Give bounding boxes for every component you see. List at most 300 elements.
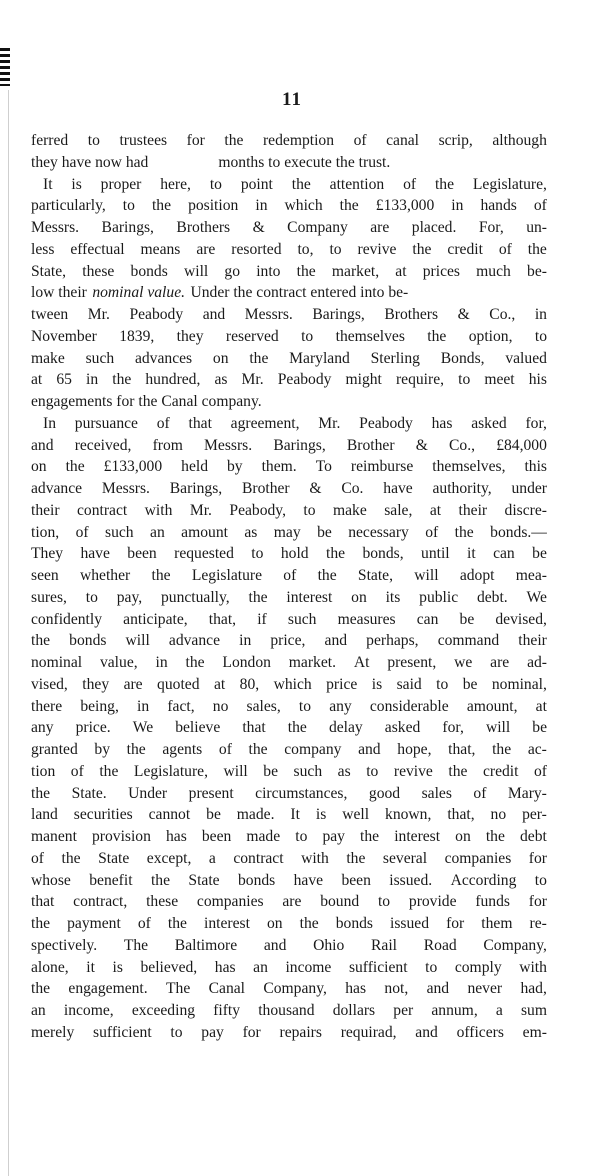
line-text — [31, 326, 547, 348]
text-line — [31, 848, 547, 870]
word: issued. — [389, 871, 433, 889]
word: the — [448, 762, 468, 780]
line-text — [31, 543, 547, 565]
word: them. — [261, 458, 297, 476]
word: Company, — [483, 936, 547, 954]
text-line — [31, 1000, 547, 1022]
word: that — [188, 414, 212, 432]
word: the — [224, 132, 244, 149]
word: is — [371, 675, 383, 693]
word: and — [202, 306, 226, 323]
word: companies — [196, 893, 264, 911]
line-text — [31, 217, 547, 239]
word: on — [31, 458, 47, 476]
word: be — [459, 610, 475, 628]
word: of — [75, 523, 89, 541]
word: never — [467, 980, 503, 998]
word: bonds, — [362, 545, 404, 563]
word: Mary- — [507, 784, 547, 802]
word: his — [528, 371, 547, 389]
word: less — [31, 240, 55, 258]
word: tween — [31, 306, 69, 323]
word: company — [284, 741, 342, 758]
word: manent — [31, 828, 77, 845]
word: sale, — [384, 501, 413, 519]
word: redemption — [262, 132, 335, 149]
text-line — [31, 739, 547, 761]
line-text — [31, 261, 547, 283]
line-text — [31, 195, 547, 217]
word: present — [188, 784, 234, 802]
word: price — [326, 675, 358, 693]
word: provision — [91, 828, 151, 845]
word: has — [345, 980, 367, 998]
line-text — [31, 978, 547, 1000]
word: Messrs. — [204, 436, 253, 454]
word: is — [315, 806, 327, 824]
word: of — [498, 240, 512, 258]
word: no — [212, 697, 229, 715]
word: Canal — [208, 980, 245, 998]
word: the — [248, 588, 268, 606]
word: to — [329, 240, 342, 258]
word: to — [301, 327, 314, 345]
word: at — [429, 501, 442, 519]
word: on — [351, 588, 367, 606]
text-line — [31, 1022, 547, 1044]
word: interest — [204, 915, 250, 932]
line-text — [31, 804, 547, 826]
word: are — [282, 893, 302, 911]
word: may — [273, 523, 301, 541]
word: such — [105, 523, 134, 541]
word: the — [150, 871, 170, 889]
word: granted — [31, 741, 78, 758]
word: made — [246, 828, 281, 845]
word: they — [176, 327, 204, 345]
word: to — [377, 893, 391, 911]
word: by — [227, 458, 243, 476]
word: agents — [162, 741, 203, 758]
word: of — [473, 784, 487, 802]
word: here, — [160, 175, 191, 193]
italic-phrase: nominal value. — [92, 284, 186, 302]
word: in — [137, 697, 150, 715]
word: with — [301, 849, 329, 867]
word: whose — [31, 871, 71, 889]
word: Peabody — [129, 306, 184, 323]
word: bonds — [335, 915, 373, 932]
word: Co., — [449, 436, 476, 454]
word: in — [451, 197, 464, 215]
word: these — [82, 262, 115, 280]
text-line — [31, 543, 547, 565]
line-text — [31, 609, 547, 631]
word: ferred — [31, 132, 69, 149]
word: except, — [146, 849, 192, 867]
word: hands — [480, 197, 517, 215]
word: the — [360, 828, 380, 845]
word: State — [188, 871, 220, 889]
word: Co., — [489, 306, 516, 323]
word: the — [454, 523, 474, 541]
word: Road — [423, 936, 457, 954]
word: In — [43, 414, 56, 432]
word: by — [94, 741, 111, 758]
word: authority, — [432, 480, 492, 497]
word: them — [481, 915, 513, 932]
text-line — [31, 957, 547, 979]
text-line — [31, 304, 547, 326]
word: have — [383, 480, 413, 497]
word: be — [462, 675, 478, 693]
word: of — [31, 849, 44, 867]
word: Sterling — [370, 349, 420, 367]
word: been — [127, 545, 157, 563]
text-line — [31, 587, 547, 609]
word: of — [218, 741, 232, 758]
word: for, — [442, 719, 464, 737]
word: such — [293, 762, 323, 780]
text-line — [31, 326, 547, 348]
text-line — [31, 674, 547, 696]
word: asked — [384, 719, 421, 737]
word: present, — [387, 654, 437, 671]
word: market. — [288, 654, 336, 671]
word: its — [385, 588, 401, 606]
word: amount, — [466, 697, 518, 715]
word: placed. — [411, 219, 457, 236]
word: Bonds, — [440, 349, 485, 367]
word: much — [476, 262, 511, 280]
word: if — [257, 610, 267, 628]
word: has — [165, 828, 187, 845]
scan-margin-line — [8, 90, 9, 1176]
word: benefit — [89, 871, 133, 889]
word: on — [212, 349, 229, 367]
line-text — [31, 935, 547, 957]
word: to — [436, 675, 449, 693]
text-line — [31, 870, 547, 892]
word: officers — [456, 1023, 504, 1041]
word: reimburse — [350, 458, 414, 476]
word: Brother — [241, 480, 290, 497]
word: believed, — [140, 958, 198, 976]
word: vised, — [31, 675, 68, 693]
word: engagement. — [68, 980, 148, 998]
word: several — [382, 849, 428, 867]
word: of — [534, 762, 547, 780]
word: at — [395, 262, 407, 280]
word: nominal, — [491, 675, 547, 693]
text-line — [31, 261, 547, 283]
word: contract — [233, 849, 284, 867]
line-text — [31, 761, 547, 783]
line-text — [31, 522, 547, 544]
word: has — [431, 414, 453, 432]
word: for, — [525, 414, 547, 432]
word: Barings, — [169, 480, 223, 497]
word: advance — [31, 480, 83, 497]
word: cannot — [148, 806, 191, 824]
word: Mr. — [87, 306, 110, 323]
word: been — [201, 828, 232, 845]
text-line — [31, 174, 547, 196]
word: and — [358, 741, 381, 758]
word: pursuance — [74, 414, 138, 432]
text-line — [31, 435, 547, 457]
word: this — [524, 458, 547, 476]
word: proper — [100, 175, 142, 193]
word: sufficient — [348, 958, 408, 976]
line-text-after: months to execute the trust. — [218, 153, 391, 171]
word: land — [31, 806, 58, 824]
word: Baltimore — [174, 936, 238, 954]
word: hope, — [397, 741, 432, 758]
word: we — [454, 654, 473, 671]
word: as — [244, 523, 258, 541]
word: for — [186, 132, 205, 149]
text-line — [31, 413, 547, 435]
word: £133,000 — [375, 197, 435, 215]
word: November — [31, 327, 97, 345]
word: that — [242, 719, 266, 737]
word: it — [467, 545, 476, 563]
word: We — [132, 719, 154, 737]
line-text — [31, 652, 547, 674]
word: held — [181, 458, 208, 476]
word: & — [415, 436, 428, 454]
word: fifty — [213, 1002, 241, 1019]
word: for — [528, 893, 547, 911]
word: on — [455, 828, 471, 845]
word: sales — [421, 784, 452, 802]
word: Messrs. — [244, 306, 293, 323]
word: market, — [331, 262, 380, 280]
line-text — [31, 1022, 547, 1044]
word: under — [511, 480, 547, 497]
word: 80, — [239, 675, 260, 693]
word: resorted — [231, 240, 282, 258]
word: Maryland — [289, 349, 350, 367]
word: be- — [527, 262, 547, 280]
word: quoted — [157, 675, 200, 693]
word: alone, — [31, 958, 69, 976]
word: is — [112, 958, 123, 976]
word: London — [222, 654, 271, 671]
word: bonds — [69, 632, 107, 650]
word: the — [31, 980, 51, 998]
word: merely — [31, 1023, 75, 1041]
word: the — [339, 197, 359, 215]
word: scrip, — [438, 132, 473, 149]
word: advances — [134, 349, 193, 367]
word: the — [126, 741, 146, 758]
word: £133,000 — [103, 458, 163, 476]
word: is — [71, 175, 82, 193]
word: State, — [357, 567, 394, 584]
word: position — [188, 197, 239, 215]
word: be — [532, 545, 547, 563]
word: canal — [386, 132, 420, 149]
word: Company — [287, 219, 348, 236]
word: pay — [201, 1023, 224, 1041]
text-line — [31, 935, 547, 957]
line-text — [31, 870, 547, 892]
word: whether — [80, 567, 131, 584]
word: Brothers — [384, 306, 439, 323]
word: Legislature, — [472, 175, 547, 193]
word: sum — [520, 1002, 547, 1019]
scan-edge-mark — [0, 48, 10, 86]
word: any — [329, 697, 352, 715]
word: until — [421, 545, 450, 563]
word: these — [146, 893, 179, 911]
word: price, — [270, 632, 306, 650]
word: themselves, — [432, 458, 506, 476]
word: for — [446, 915, 465, 932]
line-text: they have now had — [31, 153, 149, 171]
word: provide — [408, 893, 457, 911]
word: The — [123, 936, 149, 954]
word: point — [240, 175, 273, 193]
word: the — [99, 762, 119, 780]
word: to, — [297, 240, 314, 258]
text-line — [31, 826, 547, 848]
word: the — [346, 849, 366, 867]
word: received, — [74, 436, 132, 454]
line-text — [31, 565, 547, 587]
line-text — [43, 174, 547, 196]
word: which — [284, 197, 323, 215]
word: sales, — [246, 697, 281, 715]
word: Peabody — [359, 414, 413, 432]
text-line — [31, 456, 547, 478]
line-text — [31, 348, 547, 370]
word: bonds — [130, 262, 168, 280]
word: to — [251, 545, 264, 563]
word: has — [214, 958, 236, 976]
word: Co. — [341, 480, 364, 497]
word: themselves — [335, 327, 405, 345]
text-line — [31, 804, 547, 826]
word: To — [315, 458, 332, 476]
word: go — [224, 262, 241, 280]
word: tion — [31, 762, 56, 780]
word: Legislature, — [133, 762, 208, 780]
word: thousand — [258, 1002, 315, 1019]
word: measures — [337, 610, 396, 628]
word: will — [414, 567, 439, 584]
word: State. — [71, 784, 107, 802]
word: are — [370, 219, 390, 236]
word: hold — [280, 545, 309, 563]
word: require, — [395, 371, 445, 389]
word: the — [492, 741, 512, 758]
word: confidently — [31, 610, 103, 628]
word: interest — [286, 588, 333, 606]
text-line — [31, 522, 547, 544]
word: According — [450, 871, 517, 889]
word: the — [112, 371, 132, 389]
word: of — [283, 567, 297, 584]
word: the — [65, 458, 85, 476]
text-line — [31, 565, 547, 587]
word: nominal — [31, 654, 83, 671]
word: mea- — [515, 567, 547, 584]
word: an — [31, 1002, 46, 1019]
word: to — [425, 958, 438, 976]
word: an — [150, 523, 165, 541]
word: Mr. — [241, 371, 264, 389]
word: of — [70, 762, 84, 780]
word: annum, — [431, 1002, 478, 1019]
word: although — [492, 132, 547, 149]
word: Barings, — [312, 306, 365, 323]
text-line — [31, 152, 547, 174]
word: such — [85, 349, 115, 367]
word: the — [151, 197, 172, 215]
word: the — [151, 567, 171, 584]
word: a — [208, 849, 216, 867]
word: said — [396, 675, 422, 693]
text-line — [31, 783, 547, 805]
word: to — [303, 501, 316, 519]
word: Messrs. — [101, 480, 150, 497]
word: that, — [208, 610, 237, 628]
line-text-after: Under the contract entered into be- — [190, 284, 409, 302]
word: income — [285, 958, 332, 976]
word: it — [86, 958, 95, 976]
word: that, — [448, 741, 476, 758]
word: make — [333, 501, 367, 519]
word: the — [185, 654, 205, 671]
word: with — [519, 958, 547, 976]
line-text — [31, 783, 547, 805]
word: can — [493, 545, 515, 563]
word: of — [353, 132, 367, 149]
line-text — [31, 500, 547, 522]
word: un- — [526, 219, 547, 236]
word: pay — [322, 828, 345, 845]
line-text — [31, 369, 547, 391]
word: the — [296, 262, 316, 280]
word: punctually, — [160, 588, 230, 606]
text-line — [31, 282, 547, 304]
line-text — [31, 717, 547, 739]
word: prices — [422, 262, 460, 280]
word: per — [393, 1002, 414, 1019]
word: Peabody — [277, 371, 332, 389]
word: there — [31, 697, 63, 715]
word: companies — [444, 849, 512, 867]
word: perhaps, — [366, 632, 419, 650]
word: payment — [67, 915, 121, 932]
word: ad- — [527, 654, 547, 671]
word: the — [249, 349, 269, 367]
word: an — [253, 958, 268, 976]
word: securities — [73, 806, 133, 824]
word: be — [263, 762, 279, 780]
word: for — [242, 1023, 261, 1041]
word: devised, — [495, 610, 547, 628]
word: comply — [454, 958, 502, 976]
word: value, — [99, 654, 138, 671]
line-text — [31, 435, 547, 457]
text-line — [31, 630, 547, 652]
word: have — [293, 871, 324, 889]
word: delay — [328, 719, 363, 737]
